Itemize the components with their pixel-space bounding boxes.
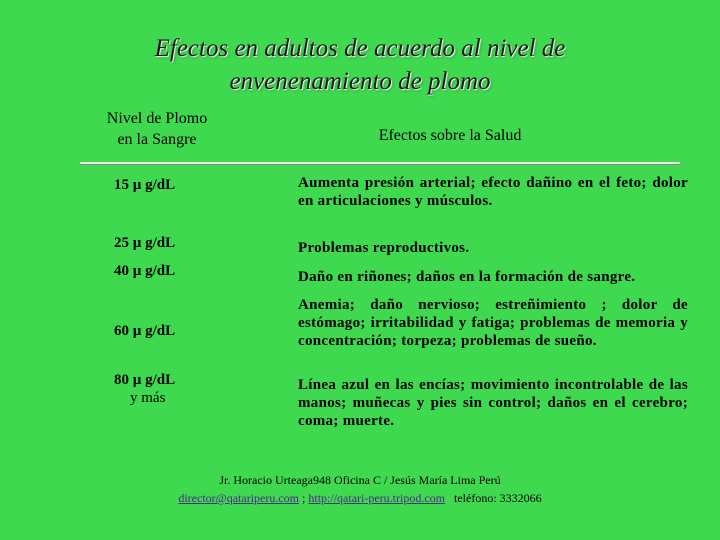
row-level-40: 40 µ g/dL — [114, 263, 176, 279]
row-level-15: 15 µ g/dL — [114, 177, 176, 193]
page-title — [0, 32, 720, 98]
website-link[interactable]: http://qatari-peru.tripod.com — [308, 491, 445, 505]
column-header-nivel-line-2: en la Sangre — [117, 131, 197, 148]
header-divider — [80, 162, 680, 164]
title-line-2: envenenamiento de plomo — [229, 68, 491, 95]
row-effect-80: Línea azul en las encías; movimiento incontrolable de las manos; muñecas y pies sin control; daños en el cerebro; coma; muerte. — [298, 377, 688, 429]
row-effect-15: Aumenta presión arterial; efecto dañino en el feto; dolor en articulaciones y músculos. — [298, 175, 688, 209]
row-level-25: 25 µ g/dL — [114, 235, 176, 251]
row-effect-40: Daño en riñones; daños en la formación de sangre. — [298, 269, 636, 285]
column-header-nivel-line-1: Nivel de Plomo — [106, 110, 208, 127]
row-effect-60: Anemia; daño nervioso; estreñimiento ; dolor de estómago; irritabilidad y fatiga; problemas de memoria y concentración; torpeza; problemas de sueño. — [298, 297, 688, 349]
column-header-nivel — [82, 108, 232, 150]
row-level-80-sub: y más — [130, 390, 166, 406]
row-level-80 — [114, 371, 175, 407]
footer-phone: teléfono: 3332066 — [445, 491, 542, 505]
footer-contact — [0, 489, 720, 507]
row-level-60: 60 µ g/dL — [114, 323, 176, 339]
row-level-80-value: 80 µ g/dL — [114, 372, 176, 388]
footer-separator: ; — [299, 491, 309, 505]
row-effect-25: Problemas reproductivos. — [298, 240, 470, 256]
footer-address: Jr. Horacio Urteaga948 Oficina C / Jesús María Lima Perú — [219, 473, 501, 487]
email-link[interactable]: director@qatariperu.com — [178, 491, 300, 505]
title-line-1: Efectos en adultos de acuerdo al nivel de — [154, 35, 566, 62]
column-header-efectos: Efectos sobre la Salud — [378, 127, 522, 144]
